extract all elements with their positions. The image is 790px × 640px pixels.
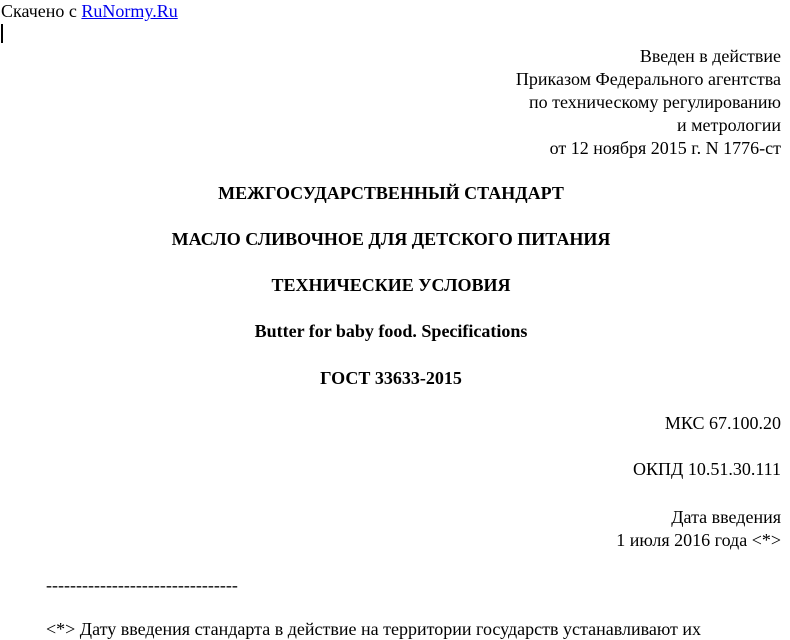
enactment-line-3: по техническому регулированию xyxy=(528,92,781,112)
enactment-line-2: Приказом Федерального агентства xyxy=(515,69,781,89)
footnote-separator: -------------------------------- xyxy=(46,575,238,595)
okpd-code: ОКПД 10.51.30.111 xyxy=(633,459,781,479)
effective-date-label: Дата введения xyxy=(671,507,781,527)
enactment-line-1: Введен в действие xyxy=(639,46,781,66)
standard-name-heading: МАСЛО СЛИВОЧНОЕ ДЛЯ ДЕТСКОГО ПИТАНИЯ xyxy=(171,229,611,249)
source-line xyxy=(1,1,178,21)
standard-code: ГОСТ 33633-2015 xyxy=(320,368,462,388)
spec-heading: ТЕХНИЧЕСКИЕ УСЛОВИЯ xyxy=(271,275,511,295)
mks-code: МКС 67.100.20 xyxy=(664,413,781,433)
enactment-line-5: от 12 ноября 2015 г. N 1776-ст xyxy=(549,138,781,158)
footnote-text: <*> Дату введения стандарта в действие на территории государств устанавливают их xyxy=(46,619,702,639)
source-link[interactable]: RuNormy.Ru xyxy=(81,1,178,21)
effective-date-block xyxy=(616,506,781,552)
text-cursor xyxy=(1,24,3,43)
enactment-line-4: и метрологии xyxy=(677,115,781,135)
english-title: Butter for baby food. Specifications xyxy=(254,321,528,341)
effective-date-value: 1 июля 2016 года <*> xyxy=(616,530,781,550)
enactment-block xyxy=(516,45,781,160)
standard-type-heading: МЕЖГОСУДАРСТВЕННЫЙ СТАНДАРТ xyxy=(218,183,564,203)
source-prefix: Скачено с xyxy=(1,1,82,21)
